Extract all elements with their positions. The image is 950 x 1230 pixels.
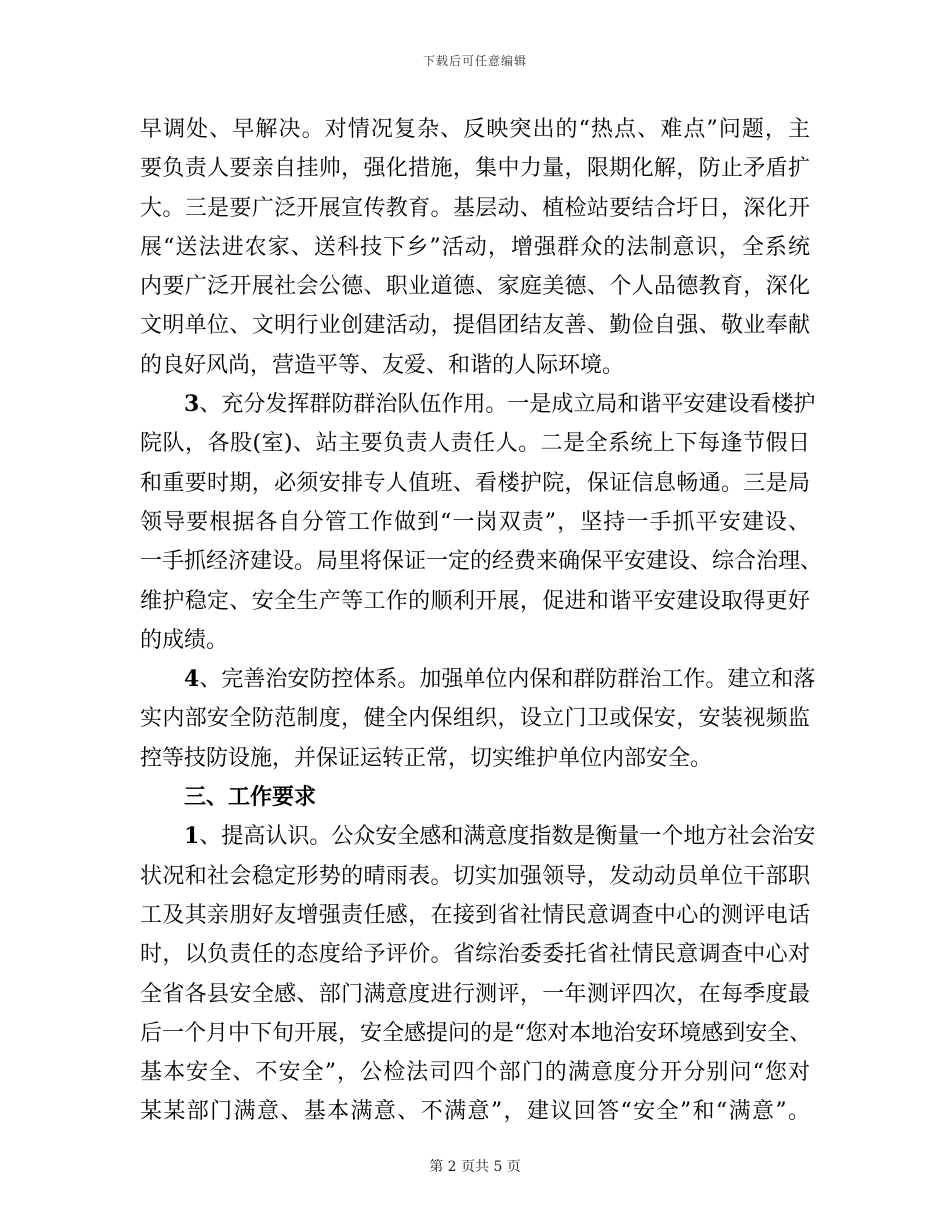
paragraph-line: 领导要根据各自分管工作做到“一岗双责”，坚持一手抓平安建设、: [140, 509, 810, 535]
paragraph-line: 1、提高认识。公众安全感和满意度指数是衡量一个地方社会治安: [184, 823, 816, 850]
paragraph-line: 实内部安全防范制度，健全内保组织，设立门卫或保安，安装视频监: [140, 706, 810, 732]
paragraph-line: 内要广泛开展社会公德、职业道德、家庭美德、个人品德教育，深化: [140, 274, 810, 300]
paragraph-line: 维护稳定、安全生产等工作的顺利开展，促进和谐平安建设取得更好: [140, 588, 810, 614]
paragraph-line: 和重要时期，必须安排专人值班、看楼护院，保证信息畅通。三是局: [140, 470, 810, 496]
item-number: 1: [184, 823, 200, 850]
paragraph-line: 后一个月中下旬开展，安全感提问的是“您对本地治安环境感到安全、: [140, 1020, 812, 1046]
paragraph-line: 文明单位、文明行业创建活动，提倡团结友善、勤俭自强、敬业奉献: [140, 313, 810, 339]
paragraph-line: 状况和社会稳定形势的晴雨表。切实加强领导，发动动员单位干部职: [140, 863, 810, 889]
paragraph-line: 院队，各股(室)、站主要负责人责任人。二是全系统上下每逢节假日: [140, 431, 810, 457]
paragraph-line: 工及其亲朋好友增强责任感，在接到省社情民意调查中心的测评电话: [140, 902, 810, 928]
paragraph-line: 展“送法进农家、送科技下乡”活动，增强群众的法制意识，全系统: [140, 234, 810, 260]
paragraph-line: 基本安全、不安全”，公检法司四个部门的满意度分开分别问“您对: [140, 1060, 810, 1086]
paragraph-line: 控等技防设施，并保证运转正常，切实维护单位内部安全。: [140, 745, 713, 771]
page-footer: 第 2 页共 5 页: [429, 1159, 521, 1175]
paragraph-line: 要负责人要亲自挂帅，强化措施，集中力量，限期化解，防止矛盾扩: [140, 156, 810, 182]
paragraph-line: 早调处、早解决。对情况复杂、反映突出的“热点、难点”问题，主: [140, 117, 810, 142]
paragraph-line: 的良好风尚，营造平等、友爱、和谐的人际环境。: [140, 352, 625, 378]
paragraph-line: 时，以负责任的态度给予评价。省综治委委托省社情民意调查中心对: [140, 942, 810, 968]
paragraph-line: 一手抓经济建设。局里将保证一定的经费来确保平安建设、综合治理、: [140, 549, 823, 575]
paragraph-line: 的成绩。: [140, 627, 229, 653]
paragraph-line: 大。三是要广泛开展宣传教育。基层动、植检站要结合圩日，深化开: [140, 195, 810, 221]
document-body: [140, 110, 823, 1132]
paragraph-line: 4、完善治安防控体系。加强单位内保和群防群治工作。建立和落: [184, 666, 816, 693]
section-heading: 三、工作要求: [184, 784, 317, 811]
paragraph-line: 全省各县安全感、部门满意度进行测评，一年测评四次，在每季度最: [140, 981, 810, 1007]
page-header: 下载后可任意编辑: [422, 54, 527, 68]
item-number: 4: [184, 666, 200, 693]
item-number: 3: [184, 391, 200, 418]
paragraph-line: 某某部门满意、基本满意、不满意”，建议回答“安全”和“满意”。: [140, 1099, 810, 1125]
paragraph-line: 3、充分发挥群防群治队伍作用。一是成立局和谐平安建设看楼护: [184, 391, 816, 418]
